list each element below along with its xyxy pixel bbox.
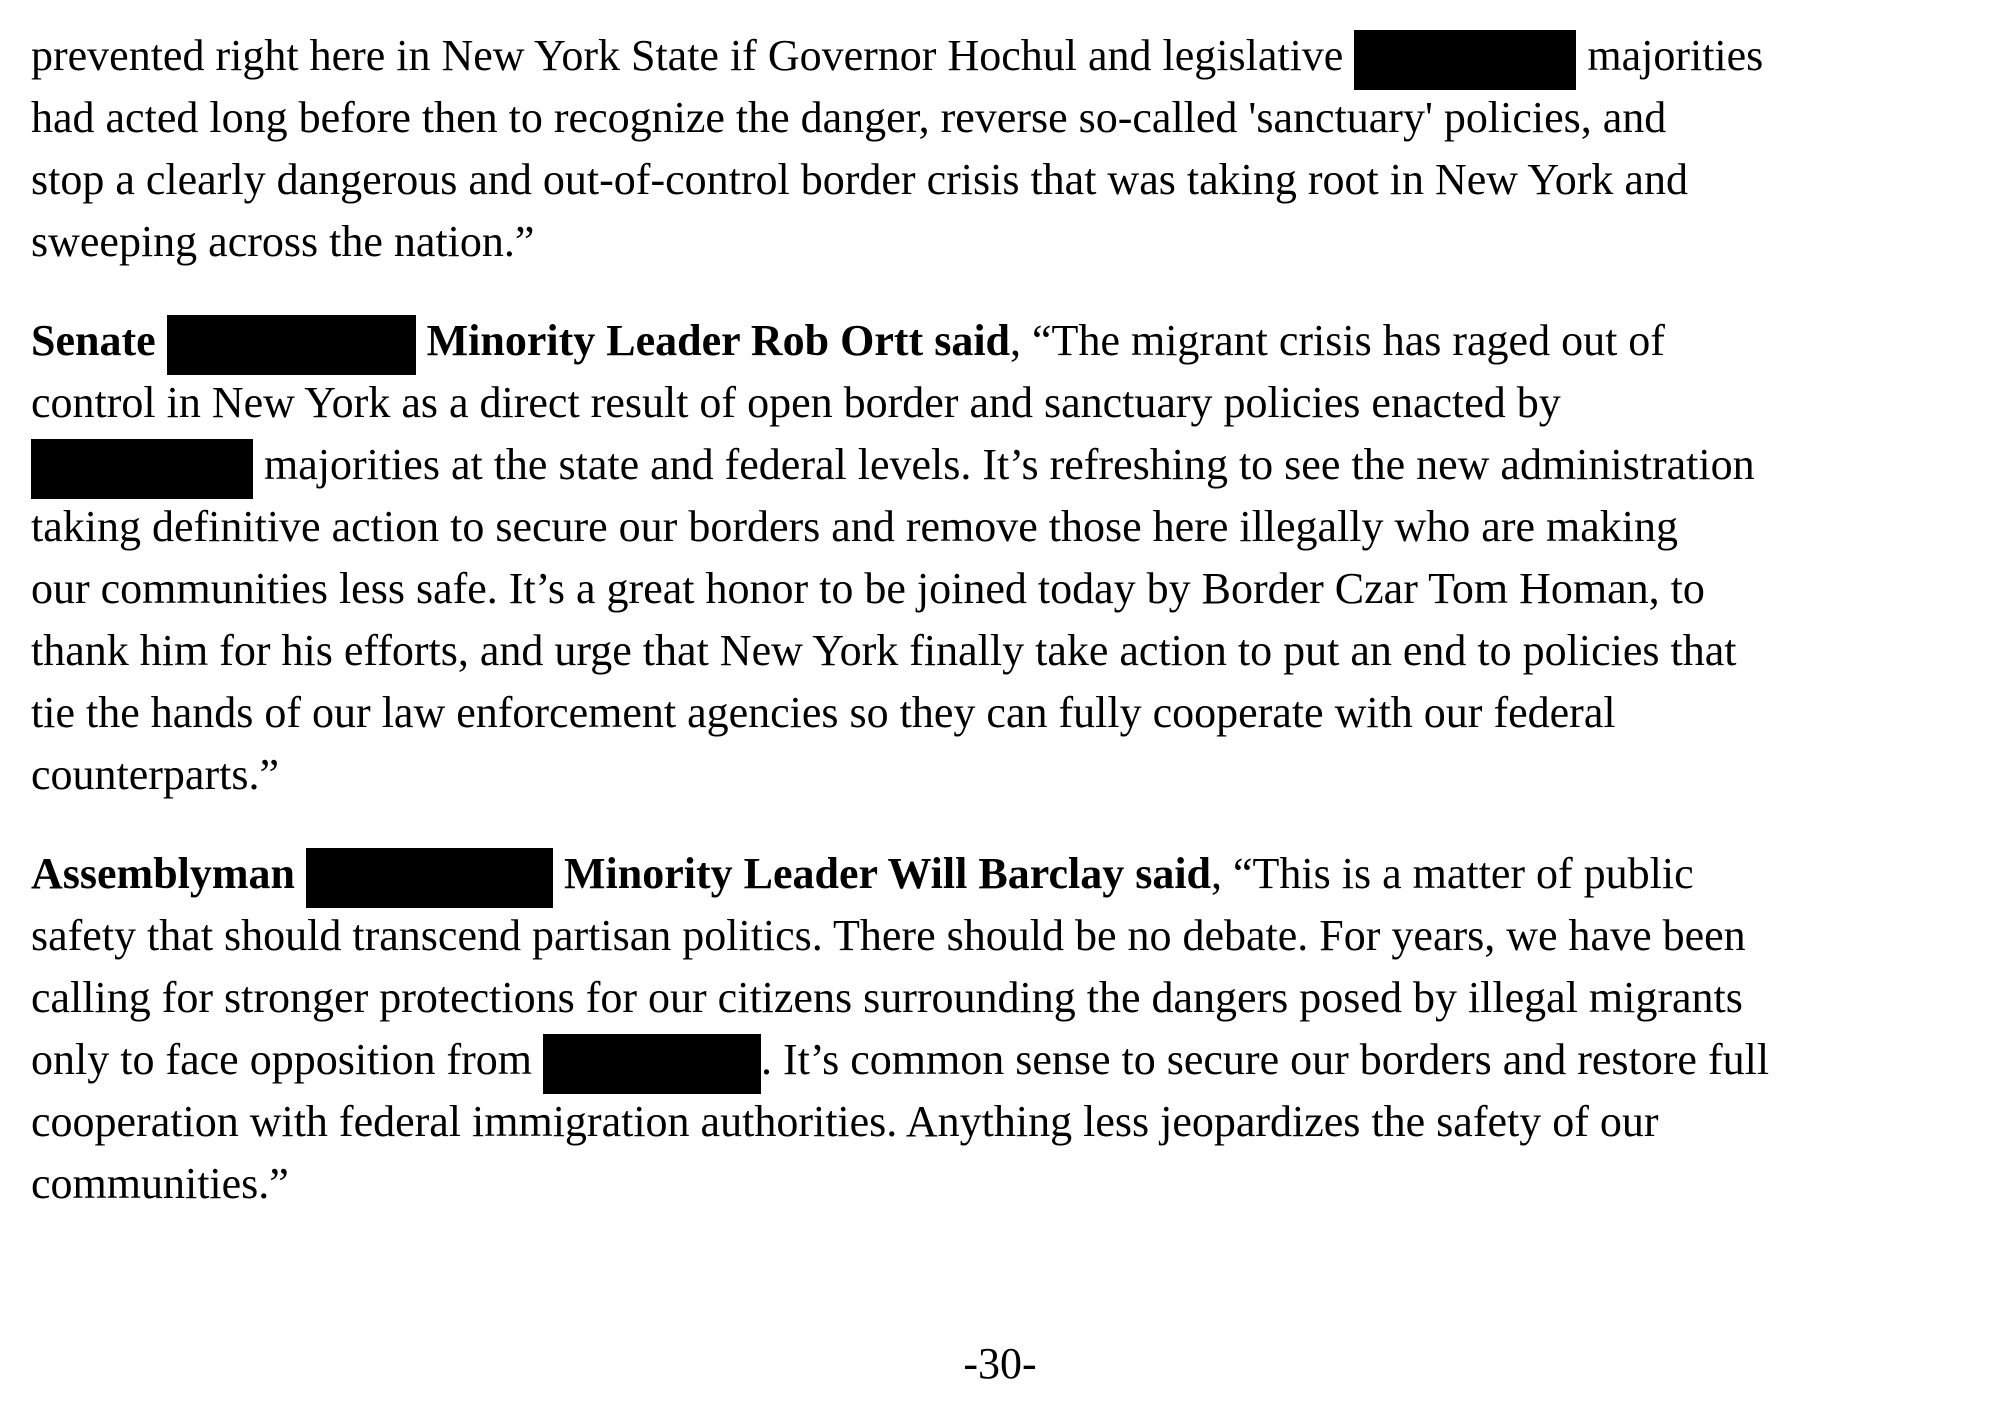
text-run: taking definitive action to secure our borders and remove those here illegally who are making (31, 502, 1678, 551)
text-run: communities.” (31, 1159, 289, 1208)
redaction-bar (1354, 30, 1576, 90)
text-line (31, 1029, 1994, 1091)
text-line (31, 434, 1994, 496)
text-run: majorities at the state and federal levels. It’s refreshing to see the new administration (253, 440, 1755, 489)
text-run: , “This is a matter of public (1211, 849, 1694, 898)
text-line (31, 843, 1994, 905)
text-line (31, 744, 1994, 806)
text-run: our communities less safe. It’s a great honor to be joined today by Border Czar Tom Homan, to (31, 564, 1705, 613)
redaction-bar (306, 848, 553, 908)
text-run: , “The migrant crisis has raged out of (1010, 316, 1665, 365)
text-line (31, 496, 1994, 558)
text-run: safety that should transcend partisan politics. There should be no debate. For years, we have been (31, 911, 1746, 960)
text-line (31, 1153, 1994, 1215)
text-line (31, 967, 1994, 1029)
text-run: Senate (31, 316, 167, 365)
redaction-bar (167, 315, 416, 375)
text-line (31, 620, 1994, 682)
redaction-bar (543, 1034, 761, 1094)
paragraph (31, 843, 1994, 1215)
text-run: had acted long before then to recognize the danger, reverse so-called 'sanctuary' policies, and (31, 93, 1667, 142)
redaction-bar (31, 439, 253, 499)
text-run: prevented right here in New York State if Governor Hochul and legislative (31, 31, 1355, 80)
text-run: control in New York as a direct result of open border and sanctuary policies enacted by (31, 378, 1561, 427)
text-line (31, 310, 1994, 372)
text-run: majorities (1576, 31, 1764, 80)
text-line (31, 682, 1994, 744)
paragraph (31, 310, 1994, 806)
text-run: sweeping across the nation.” (31, 217, 535, 266)
text-run: Minority Leader Rob Ortt said (415, 316, 1011, 365)
paragraph (31, 25, 1994, 273)
text-run: thank him for his efforts, and urge that New York finally take action to put an end to policies that (31, 626, 1737, 675)
text-run: cooperation with federal immigration authorities. Anything less jeopardizes the safety of our (31, 1097, 1659, 1146)
text-run: only to face opposition from (31, 1035, 544, 1084)
text-run: calling for stronger protections for our citizens surrounding the dangers posed by illegal migrants (31, 973, 1743, 1022)
page-number: -30- (963, 1339, 1037, 1388)
text-line (31, 87, 1994, 149)
text-run: Minority Leader Will Barclay said (553, 849, 1212, 898)
text-line (31, 372, 1994, 434)
text-line (31, 1091, 1994, 1153)
text-run: stop a clearly dangerous and out-of-control border crisis that was taking root in New York and (31, 155, 1688, 204)
text-run: counterparts.” (31, 750, 279, 799)
text-line (31, 149, 1994, 211)
text-line (31, 211, 1994, 273)
text-run: . It’s common sense to secure our borders and restore full (761, 1035, 1770, 1084)
text-run: Assemblyman (31, 849, 307, 898)
text-line (31, 905, 1994, 967)
text-line (31, 25, 1994, 87)
text-line (31, 558, 1994, 620)
text-run: tie the hands of our law enforcement agencies so they can fully cooperate with our federal (31, 688, 1616, 737)
